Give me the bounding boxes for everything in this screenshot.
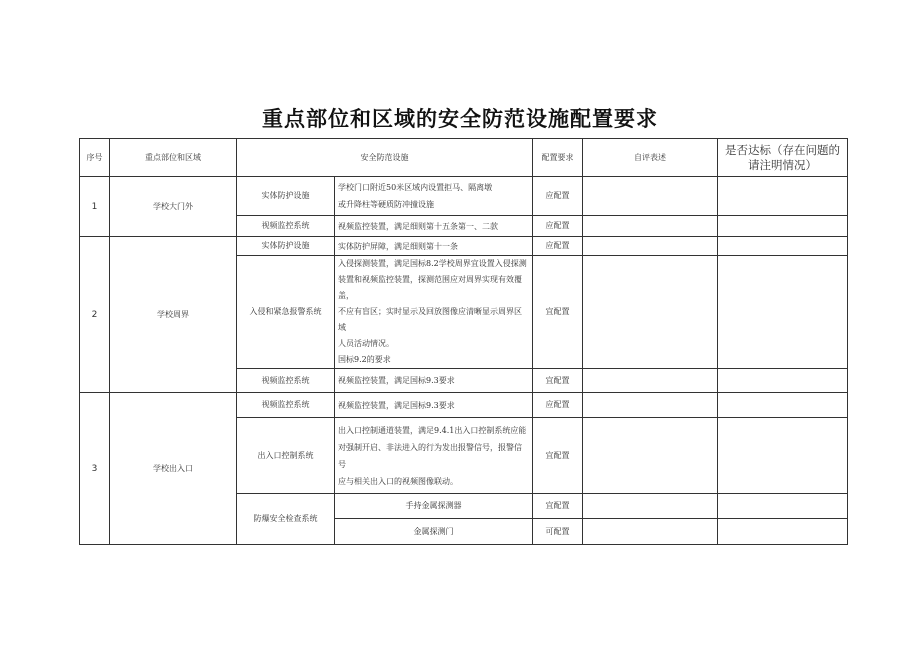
compliance-cell[interactable] — [718, 418, 848, 494]
row-facility: 视频监控系统 — [237, 216, 335, 237]
compliance-cell[interactable] — [718, 393, 848, 418]
self-eval-cell[interactable] — [583, 256, 718, 369]
compliance-cell[interactable] — [718, 237, 848, 256]
row-sub-item: 金属探测门 — [335, 519, 533, 545]
row-config: 应配置 — [533, 393, 583, 418]
row-area: 学校大门外 — [110, 177, 237, 237]
row-config: 宜配置 — [533, 418, 583, 494]
compliance-cell[interactable] — [718, 256, 848, 369]
header-self-eval: 自评表述 — [583, 139, 718, 177]
row-config: 可配置 — [533, 519, 583, 545]
compliance-cell[interactable] — [718, 494, 848, 519]
compliance-cell[interactable] — [718, 177, 848, 216]
row-description: 入侵探测装置，满足国标8.2学校周界宜设置入侵探测 装置和视频监控装置，探测范围应对周界实现有效覆盖， 不应有盲区；实时显示及回放图像应清晰显示周界区域 人员活动情况。 国标9.2的要求 — [335, 256, 533, 369]
row-facility: 视频监控系统 — [237, 369, 335, 393]
row-index: 1 — [80, 177, 110, 237]
row-config: 应配置 — [533, 216, 583, 237]
table-row — [80, 237, 848, 256]
row-facility: 实体防护设施 — [237, 177, 335, 216]
row-facility: 出入口控制系统 — [237, 418, 335, 494]
header-config: 配置要求 — [533, 139, 583, 177]
row-sub-item: 手持金属探测器 — [335, 494, 533, 519]
self-eval-cell[interactable] — [583, 216, 718, 237]
row-config: 应配置 — [533, 177, 583, 216]
self-eval-cell[interactable] — [583, 177, 718, 216]
row-facility: 防爆安全检查系统 — [237, 494, 335, 545]
row-description: 视频监控装置，满足细则第十五条第一、二款 — [335, 216, 533, 237]
row-facility: 视频监控系统 — [237, 393, 335, 418]
row-description: 出入口控制通道装置，满足9.4.1出入口控制系统应能 对强制开启、非法进入的行为发出报警信号，报警信号 应与相关出入口的视频图像联动。 — [335, 418, 533, 494]
page-title: 重点部位和区域的安全防范设施配置要求 — [262, 107, 658, 131]
row-config: 宜配置 — [533, 369, 583, 393]
row-description: 实体防护屏障，满足细则第十一条 — [335, 237, 533, 256]
row-description: 视频监控装置，满足国标9.3要求 — [335, 393, 533, 418]
compliance-cell[interactable] — [718, 216, 848, 237]
row-config: 宜配置 — [533, 256, 583, 369]
row-facility: 入侵和紧急报警系统 — [237, 256, 335, 369]
header-row — [80, 139, 848, 177]
row-facility: 实体防护设施 — [237, 237, 335, 256]
row-area: 学校周界 — [110, 237, 237, 393]
header-index: 序号 — [80, 139, 110, 177]
row-description: 视频监控装置，满足国标9.3要求 — [335, 369, 533, 393]
self-eval-cell[interactable] — [583, 494, 718, 519]
table-row — [80, 177, 848, 216]
row-area: 学校出入口 — [110, 393, 237, 545]
self-eval-cell[interactable] — [583, 369, 718, 393]
requirements-table — [79, 138, 848, 545]
compliance-cell[interactable] — [718, 369, 848, 393]
header-area: 重点部位和区域 — [110, 139, 237, 177]
table-row — [80, 393, 848, 418]
row-description: 学校门口附近50米区域内设置拒马、隔离墩 或升降柱等硬质防冲撞设施 — [335, 177, 533, 216]
row-index: 2 — [80, 237, 110, 393]
self-eval-cell[interactable] — [583, 393, 718, 418]
row-config: 应配置 — [533, 237, 583, 256]
row-config: 宜配置 — [533, 494, 583, 519]
self-eval-cell[interactable] — [583, 237, 718, 256]
header-facility: 安全防范设施 — [237, 139, 533, 177]
row-index: 3 — [80, 393, 110, 545]
compliance-cell[interactable] — [718, 519, 848, 545]
header-compliance: 是否达标（存在问题的请注明情况） — [718, 139, 848, 177]
self-eval-cell[interactable] — [583, 418, 718, 494]
self-eval-cell[interactable] — [583, 519, 718, 545]
